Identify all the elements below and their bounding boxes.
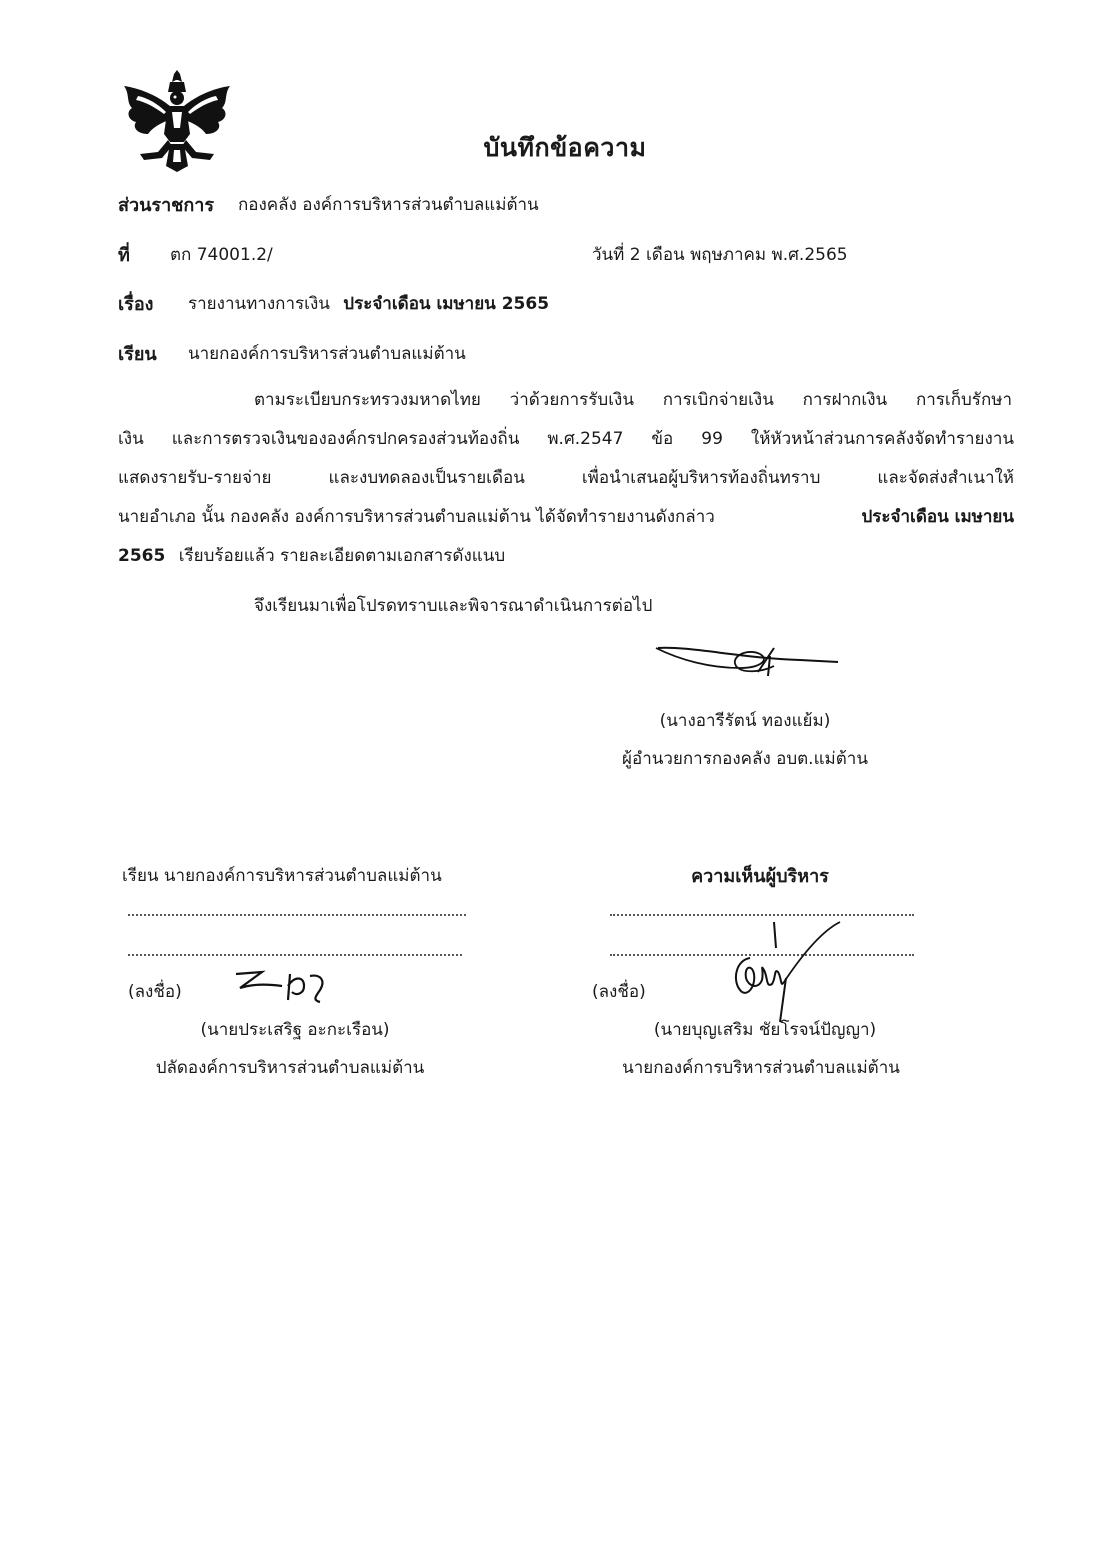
finance-director-signature [650,638,850,688]
body-line-4 [118,507,1014,527]
body-line-5-text: เรียบร้อยแล้ว รายละเอียดตามเอกสารดังแนบ [178,546,506,566]
finance-director-name: (นางอารีรัตน์ ทองแย้ม) [659,711,831,731]
left-sign-label: (ลงชื่อ) [128,982,182,1002]
left-block-heading: เรียน นายกองค์การบริหารส่วนตำบลแม่ต้าน [122,866,442,886]
body-line-1: ตามระเบียบกระทรวงมหาดไทย ว่าด้วยการรับเงิน การเบิกจ่ายเงิน การฝากเงิน การเก็บรักษา [254,390,1012,410]
department-label: ส่วนราชการ [118,195,215,216]
body-line-4-text: นายอำเภอ นั้น กองคลัง องค์การบริหารส่วนตำบลแม่ต้าน ได้จัดทำรายงานดังกล่าว [118,507,715,527]
body-line-3: แสดงรายรับ-รายจ่าย และงบทดลองเป็นรายเดือน เพื่อนำเสนอผู้บริหารท้องถิ่นทราบ และจัดส่งสำเนาให้ [118,468,1014,488]
body-line-5-year: 2565 [118,546,166,566]
right-signer-position: นายกองค์การบริหารส่วนตำบลแม่ต้าน [622,1058,900,1078]
body-line-2: เงิน และการตรวจเงินขององค์กรปกครองส่วนท้องถิ่น พ.ศ.2547 ข้อ 99 ให้หัวหน้าส่วนการคลังจัดทำรายงาน [118,429,1014,449]
left-dotted-line-1 [128,914,466,916]
right-signer-name: (นายบุญเสริม ชัยโรจน์ปัญญา) [653,1020,877,1040]
body-line-4-month: ประจำเดือน เมษายน [861,507,1014,527]
right-block-heading: ความเห็นผู้บริหาร [691,866,829,887]
memo-date: วันที่ 2 เดือน พฤษภาคม พ.ศ.2565 [592,245,848,265]
subject-text: รายงานทางการเงิน [188,294,330,314]
left-signer-name: (นายประเสริฐ อะกะเรือน) [200,1020,390,1040]
right-dotted-line-1 [610,914,914,916]
subject-month: ประจำเดือน เมษายน 2565 [343,294,550,314]
left-signer-position: ปลัดองค์การบริหารส่วนตำบลแม่ต้าน [155,1058,425,1078]
finance-director-position: ผู้อำนวยการกองคลัง อบต.แม่ต้าน [622,749,868,769]
to-value: นายกองค์การบริหารส่วนตำบลแม่ต้าน [188,344,466,364]
right-sign-label: (ลงชื่อ) [592,982,646,1002]
to-label: เรียน [118,344,157,365]
body-line-5 [118,546,1014,566]
deputy-signature [232,966,352,1008]
executive-signature [730,918,850,1028]
department-value: กองคลัง องค์การบริหารส่วนตำบลแม่ต้าน [238,195,539,215]
memo-title: บันทึกข้อความ [483,133,647,162]
ref-value: ตก 74001.2/ [170,245,273,265]
subject-value [188,290,549,317]
closing-line: จึงเรียนมาเพื่อโปรดทราบและพิจารณาดำเนินการต่อไป [254,596,653,616]
subject-label: เรื่อง [118,294,154,315]
ref-label: ที่ [118,245,130,266]
left-dotted-line-2 [128,954,462,956]
